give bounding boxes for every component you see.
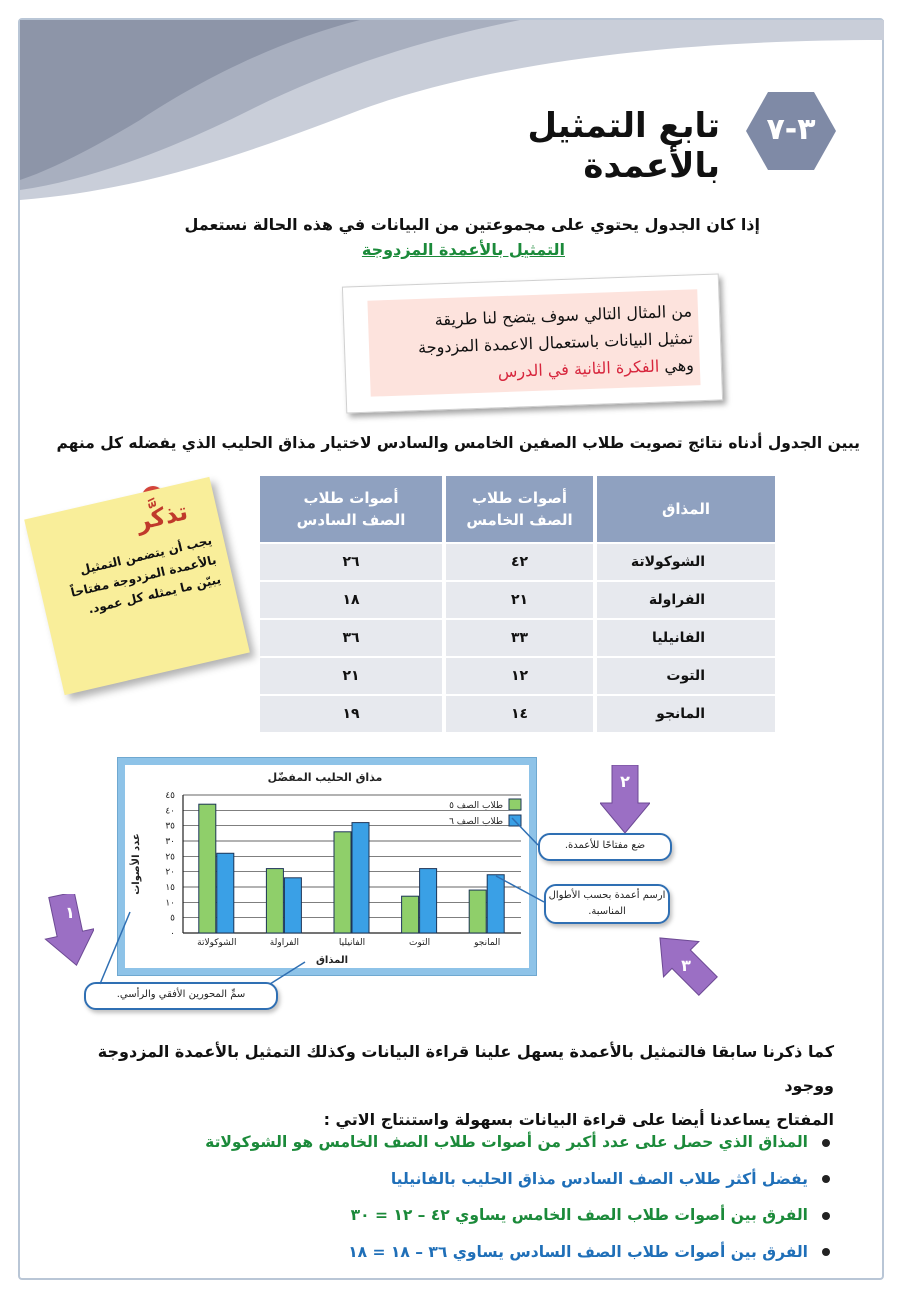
list-item (60, 1234, 830, 1271)
table-cell-grade5: ٣٣ (446, 620, 593, 656)
y-axis-label: عدد الأصوات (131, 833, 142, 895)
y-tick-label: ٢٥ (165, 852, 175, 863)
connector-axes-2 (270, 962, 305, 984)
table-cell-flavor: المانجو (597, 696, 775, 732)
table-header-flavor: المذاق (597, 476, 775, 542)
bullet-icon (822, 1175, 830, 1183)
lesson-number: ٣-٧ (766, 112, 816, 147)
x-tick-label: الفانيليا (338, 938, 366, 948)
table-cell-grade6: ٣٦ (260, 620, 442, 656)
table-header-grade5: أصوات طلاب الصف الخامس (446, 476, 593, 542)
step-label-2: ٢ (620, 772, 630, 791)
callout-bars: ارسم أعمدة بحسب الأطوال المناسبة. (544, 884, 670, 924)
table-cell-flavor: التوت (597, 658, 775, 694)
bullet-icon (822, 1139, 830, 1147)
y-tick-label: ٣٠ (165, 837, 175, 847)
summary-paragraph (64, 1035, 834, 1137)
y-tick-label: ١٥ (165, 883, 175, 893)
connector-axes-1 (100, 912, 130, 984)
conclusion-text: الفرق بين أصوات طلاب الصف السادس يساوي ٣٦ – ١٨ = ١٨ (348, 1242, 808, 1261)
table-cell-grade5: ٢١ (446, 582, 593, 618)
conclusion-text: يفضل أكثر طلاب الصف السادس مذاق الحليب بالفانيليا (390, 1169, 808, 1188)
table-intro: يبين الجدول أدناه نتائج تصويت طلاب الصفين الخامس والسادس لاختيار مذاق الحليب الذي يفضله كل منهم (56, 434, 860, 452)
table-header-grade6: أصوات طلاب الصف السادس (260, 476, 442, 542)
list-item (60, 1197, 830, 1234)
page-title: تابع التمثيل بالأعمدة (527, 106, 720, 186)
connector-bars (496, 876, 544, 902)
intro-highlight: التمثيل بالأعمدة المزدوجة (361, 240, 565, 259)
x-tick-label: المانجو (474, 938, 501, 948)
table-cell-grade6: ١٩ (260, 696, 442, 732)
y-tick-label: ٠ (170, 929, 175, 939)
note-highlight: الفكرة الثانية في الدرس (497, 356, 660, 382)
table-cell-grade5: ١٤ (446, 696, 593, 732)
table-cell-flavor: الفراولة (597, 582, 775, 618)
list-item (60, 1124, 830, 1161)
note-line-1: من المثال التالي سوف يتضح لنا طريقة (434, 301, 693, 330)
y-tick-label: ٤٠ (165, 806, 175, 817)
table-cell-flavor: الشوكولاتة (597, 544, 775, 580)
bullet-icon (822, 1248, 830, 1256)
table-cell-flavor: الفانيليا (597, 620, 775, 656)
conclusion-text: المذاق الذي حصل على عدد أكبر من أصوات طلاب الصف الخامس هو الشوكولاتة (205, 1133, 808, 1151)
connector-key (512, 818, 538, 845)
x-tick-label: الفراولة (269, 938, 299, 948)
note-line-2: تمثيل البيانات باستعمال الاعمدة المزدوجة (417, 328, 694, 357)
table-cell-grade6: ٢٦ (260, 544, 442, 580)
legend-label: طلاب الصف ٦ (449, 817, 503, 827)
reminder-text: يجب أن يتضمن التمثيل بالأعمدة المزدوجة مفتاحاً يبيّن ما يمثله كل عمود. (69, 533, 223, 617)
intro-text: إذا كان الجدول يحتوي على مجموعتين من البيانات في هذه الحالة نستعمل (184, 215, 760, 234)
callout-axes: سمِّ المحورين الأفقي والرأسي. (84, 982, 278, 1010)
note-line-3-prefix: وهي (658, 355, 695, 376)
callout-key: ضع مفتاحًا للأعمدة. (538, 833, 672, 861)
table-cell-grade6: ١٨ (260, 582, 442, 618)
list-item (60, 1161, 830, 1198)
y-tick-label: ١٠ (165, 898, 175, 909)
step-label-3: ٣ (681, 956, 691, 975)
step-label-1: ١ (65, 903, 75, 922)
table-cell-grade6: ٢١ (260, 658, 442, 694)
x-tick-label: التوت (409, 938, 431, 948)
table-cell-grade5: ١٢ (446, 658, 593, 694)
bullet-icon (822, 1212, 830, 1220)
chart-title: مذاق الحليب المفضّل (267, 771, 383, 784)
y-tick-label: ٥ (170, 913, 175, 924)
summary-line-1: كما ذكرنا سابقا فالتمثيل بالأعمدة يسهل علينا قراءة البيانات وكذلك التمثيل بالأعمدة المزدوجة ووجود (97, 1042, 834, 1095)
conclusions-list (60, 1124, 830, 1270)
y-tick-label: ٣٥ (165, 821, 175, 832)
y-tick-label: ٢٠ (165, 867, 175, 878)
summary-line-2: المفتاح يساعدنا أيضا على قراءة البيانات بسهولة واستنتاج الاتي : (323, 1110, 834, 1129)
x-axis-label: المذاق (315, 955, 349, 966)
x-tick-label: الشوكولاتة (197, 938, 237, 948)
conclusion-text: الفرق بين أصوات طلاب الصف الخامس يساوي ٤٢ – ١٢ = ٣٠ (350, 1206, 808, 1224)
y-tick-label: ٤٥ (165, 791, 175, 801)
table-cell-grade5: ٤٢ (446, 544, 593, 580)
reminder-title: تذكَّر (133, 497, 191, 537)
legend-label: طلاب الصف ٥ (449, 801, 503, 811)
